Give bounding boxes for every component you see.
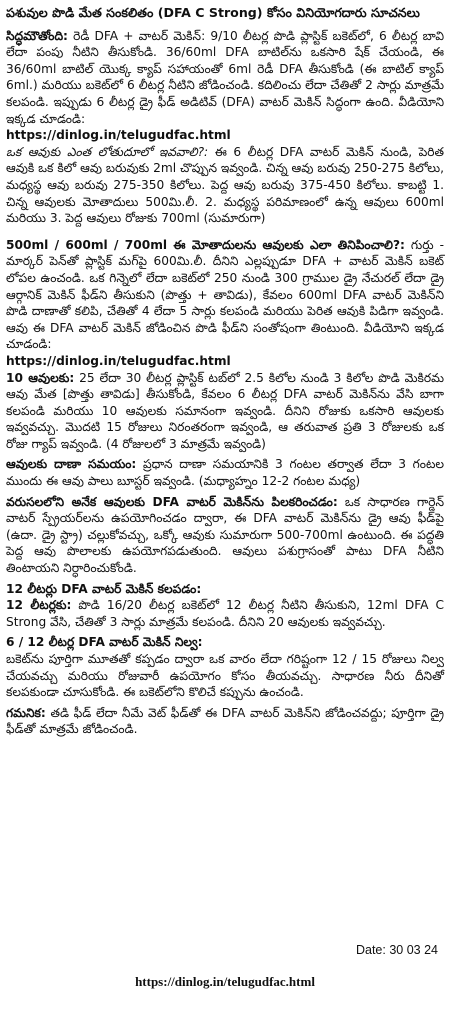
feeding-heading: 500ml / 600ml / 700ml ఈ మోతాదులను ఆవులకు ఎలా తినిపించాలి?:: [6, 237, 405, 252]
many-cows-heading: వరుసలలోని అనేక ఆవులకు DFA వాటర్ మెకిన్‌ను పిలకరించడం:: [6, 494, 338, 509]
prep-text: రెడీ DFA + వాటర్ మెకిన్: 9/10 లీటర్ల పొడి ప్లాస్టిక్ బకెట్‌లో, 6 లీటర్ల బావి లేదా పంపు నీటిని తీసుకోండి. 36/60ml DFA బాటిల్‌ను ఒకసారి షేక్ చేయండి, ఈ 36/60ml బాటిల్ యొక్క క్యాప్ సహాయంతో 6ml రెడీ DFA తీసుకోండి (ఈ బాటిల్ క్యాప్ 6ml.) మరియు బకెట్‌లో 6 లీటర్ల నీటిని జోడించండి. కదిలించు లేదా చేతితో 2 సార్లు మాత్రమే కలపండి. ఇప్పుడు 6 లీటర్ల డ్రై ఫీడ్ అడిటివ్ (DFA) వాటర్ మెకిన్ సిద్ధంగా ఉంది. వీడియోని ఇక్కడ చూడండి:: [6, 28, 444, 126]
mix12-heading: 12 లీటర్లు DFA వాటర్ మెకిన్ కలపడం:: [6, 581, 202, 596]
per-cow-text: ఈ 6 లీటర్ల DFA వాటర్ మెకిన్ నుండి, పెరిత ఆవుకి ఒక కిలో ఆవు బరువుకు 2ml చొప్పున ఇవ్వండి. చిన్న ఆవు బరువు 250-275 కిలోలు, మధ్యస్థ ఆవు బరువు 275-350 కిలోలు. పెద్ద ఆవు బరువు 375-450 కిలోలు. కాబట్టి 1. చిన్న ఆవులకు మోతాదులు 500మి.లీ. 2. మధ్యస్థ పరిమాణంలో ఉన్న ఆవులు 600ml మరియు 3. పెద్ద ఆవులు రోజుకు 700ml (సుమారుగా): [6, 144, 444, 226]
mix12-sub-heading: 12 లీటర్లకు:: [6, 598, 72, 613]
prep-video-link[interactable]: https://dinlog.in/telugudfac.html: [6, 128, 231, 143]
document-date: Date: 30 03 24: [355, 943, 438, 957]
prep-heading: సిద్ధమౌతోంది:: [6, 28, 68, 43]
prep-paragraph: [6, 28, 444, 128]
ten-cows-text: 25 లేదా 30 లీటర్ల ప్లాస్టిక్ టబ్‌లో 2.5 కిలోల నుండి 3 కిలోల పొడి మెకిరమ ఆవు మేత [పొత్తు తావిడు] తీసుకోండి, కేవలం 6 లీటర్ల DFA వాటర్ మెకిన్‌ను వేసి బాగా కలపండి మరియు 10 ఆవులకు సమానంగా ఇవ్వండి. దీనిని రోజుకు ఒకసారి ఆవులకు ఇవ్వవచ్చు. మొదటి 15 రోజులు నిరంతరంగా ఇవ్వండి, ఆ తరువాత ప్రతి 3 రోజులకు ఒక రోజు గ్యాప్ ఇవ్వండి. (4 రోజులలో 3 మాత్రమే ఇవ్వండి): [6, 370, 444, 451]
mix12-text: పొడి 16/20 లీటర్ల బకెట్‌లో 12 లీటర్ల నీటిని తీసుకుని, 12ml DFA C Strong వేసి, చేతితో 3 సార్లు మాత్రమే కలపండి. దీనిని 20 ఆవులకు ఇవ్వవచ్చు.: [6, 598, 444, 629]
footer-link[interactable]: https://dinlog.in/telugudfac.html: [135, 974, 315, 989]
many-cows-paragraph: [6, 494, 444, 577]
mix12-paragraph: [6, 597, 444, 630]
storage-heading: 6 / 12 లీటర్ల DFA వాటర్ మెకిన్ నిల్వ:: [6, 635, 203, 650]
feeding-paragraph: [6, 237, 444, 353]
many-cows-text: ఒక సాధారణ గార్డెన్ వాటర్ స్ప్రేయర్‌లను ఉపయోగించడం ద్వారా, ఈ DFA వాటర్ మెకిన్‌ను డ్రై ఆవు ఫీడ్‌పై (ఉదా. డ్రై స్ట్రా) చల్లుకోవచ్చు, ఒక్కో ఆవుకు సుమారుగా 500-700ml ఉంటుంది. ఈ పద్ధతి పెద్ద ఆవు పొలాలకు ఉపయోగపడుతుంది. ఆవులు పశుగ్రాసంతో పాటు DFA నీటిని తింటాయని నిర్ధారించుకోండి.: [6, 494, 444, 576]
feeding-text: గుర్తు - మార్కర్ పెన్‌తో ప్లాస్టిక్ మగ్‌పై 600మి.లీ. దీనిని ఎల్లప్పుడూ DFA + వాటర్ మెకిన్ బకెట్ లోపల ఉంచండి. ఒక గిన్నెలో లేదా బకెట్‌లో 250 నుండి 300 గ్రాముల డ్రై నేచురల్ లేదా డ్రై ఆర్గానిక్ మెకిన్ ఫీడ్‌ని తీసుకుని (పొత్తు + తావిడు), కేవలం 600ml DFA వాటర్ మెకిన్‌ని పొడి దాణాతో కలిపి, చేతితో 4 లేదా 5 సార్లు కలపండి మరియు పెరిత ఆవుకి పిడిగా ఇవ్వండి. ఆవు ఈ DFA వాటర్ మెకిన్ జోడించిన పొడి ఫీడ్‌ని సంతోషంగా తింటుంది. వీడియోని ఇక్కడ చూడండి:: [6, 237, 444, 352]
ten-cows-heading: 10 ఆవులకు:: [6, 370, 75, 385]
timing-heading: ఆవులకు దాణా సమయం:: [6, 457, 137, 472]
ten-cows-paragraph: [6, 370, 444, 453]
timing-text: ప్రధాన దాణా సమయానికి 3 గంటల తర్వాత లేదా 3 గంటల ముందు ఈ ఆవు పాలు బూస్టర్ ఇవ్వండి. (మధ్యాహ్నం 12-2 గంటల మధ్య): [6, 457, 444, 489]
page-title: పశువుల పొడి మేత సంకలితం (DFA C Strong) కోసం వినియోగదారు సూచనలు: [6, 5, 420, 20]
note-heading: గమనిక:: [6, 705, 46, 720]
timing-paragraph: [6, 456, 444, 489]
note-paragraph: [6, 705, 444, 738]
per-cow-paragraph: [6, 144, 444, 227]
feeding-video-link[interactable]: https://dinlog.in/telugudfac.html: [6, 353, 231, 368]
per-cow-heading: ఒక ఆవుకు ఎంత లోతుదూలో ఇవవాలి?:: [6, 144, 209, 159]
note-text: తడి ఫీడ్ లేదా నీమే వెట్ ఫీడ్‌తో ఈ DFA వాటర్ మెకిన్‌ని జోడించవద్దు; పూర్తిగా డ్రై ఫీడ్‌తో మాత్రమే జోడించండి.: [6, 705, 444, 737]
storage-text: బకెట్‌ను పూర్తిగా మూతతో కప్పడం ద్వారా ఒక వారం లేదా గరిష్టంగా 12 / 15 రోజులు నిల్వ చేయవచ్చు మరియు రోజువారీ ఉపయోగం కోసం తీయవచ్చు. సాధారణ నీరు దీనితో కలపకుండా చూసుకోండి. ఈ బకెట్‌లోని కొలిచే కప్పును ఉంచండి.: [6, 652, 444, 700]
